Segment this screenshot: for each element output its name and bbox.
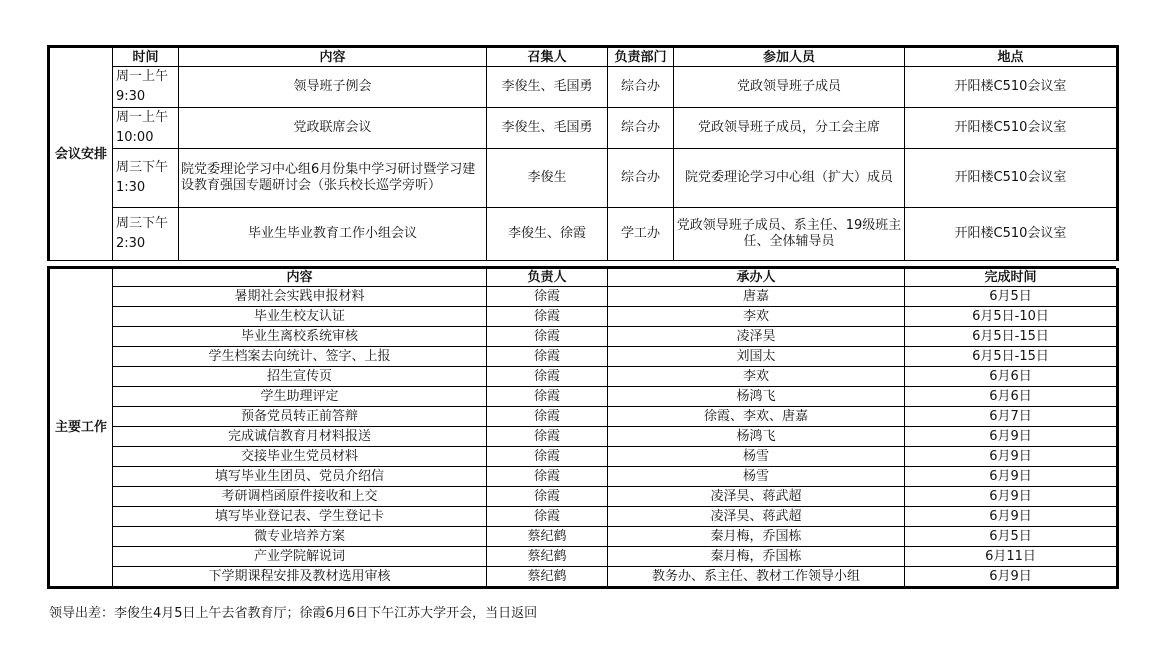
task-content: 学生助理评定 [113, 387, 487, 407]
task-due: 6月5日-10日 [905, 307, 1118, 327]
meeting-row [49, 108, 1118, 149]
task-handler: 凌泽昊、蒋武超 [608, 507, 905, 527]
meeting-convener: 李俊生 [487, 149, 608, 208]
task-owner: 徐霞 [487, 467, 608, 487]
task-handler: 秦月梅，乔国栋 [608, 547, 905, 567]
header-dept: 负责部门 [608, 47, 674, 67]
meeting-row [49, 67, 1118, 108]
task-handler: 杨雪 [608, 447, 905, 467]
task-handler: 李欢 [608, 367, 905, 387]
meeting-attendees: 党政领导班子成员、系主任、19级班主任、全体辅导员 [674, 208, 905, 261]
task-owner: 徐霞 [487, 367, 608, 387]
meeting-dept: 综合办 [608, 149, 674, 208]
table-row [49, 467, 1118, 487]
header-attendees: 参加人员 [674, 47, 905, 67]
task-owner: 徐霞 [487, 347, 608, 367]
task-owner: 徐霞 [487, 287, 608, 307]
meeting-time: 周三下午 2:30 [113, 208, 179, 261]
meeting-dept: 学工办 [608, 208, 674, 261]
task-due: 6月11日 [905, 547, 1118, 567]
footer-note: 领导出差：李俊生4月5日上午去省教育厅；徐霞6月6日下午江苏大学开会，当日返回 [49, 606, 538, 621]
task-handler: 凌泽昊、蒋武超 [608, 487, 905, 507]
task-due: 6月5日-15日 [905, 347, 1118, 367]
header-convener: 召集人 [487, 47, 608, 67]
task-handler: 李欢 [608, 307, 905, 327]
task-due: 6月9日 [905, 507, 1118, 527]
task-due: 6月9日 [905, 487, 1118, 507]
task-handler: 刘国太 [608, 347, 905, 367]
task-content: 考研调档函原件接收和上交 [113, 487, 487, 507]
meeting-time: 周一上午 10:00 [113, 108, 179, 149]
task-content: 毕业生校友认证 [113, 307, 487, 327]
task-content: 学生档案去向统计、签字、上报 [113, 347, 487, 367]
header-time: 时间 [113, 47, 179, 67]
meeting-attendees: 党政领导班子成员 [674, 67, 905, 108]
table-row [49, 507, 1118, 527]
task-due: 6月5日-15日 [905, 327, 1118, 347]
task-due: 6月5日 [905, 287, 1118, 307]
table-row [49, 367, 1118, 387]
task-due: 6月9日 [905, 447, 1118, 467]
task-owner: 蔡纪鹤 [487, 527, 608, 547]
task-content: 招生宣传页 [113, 367, 487, 387]
task-due: 6月6日 [905, 387, 1118, 407]
tasks-section-label: 主要工作 [49, 269, 113, 588]
task-handler: 杨鸿飞 [608, 427, 905, 447]
meeting-convener: 李俊生、毛国勇 [487, 67, 608, 108]
header-owner: 负责人 [487, 269, 608, 287]
task-handler: 凌泽昊 [608, 327, 905, 347]
meeting-row [49, 149, 1118, 208]
meeting-dept: 综合办 [608, 67, 674, 108]
table-row [49, 287, 1118, 307]
task-owner: 徐霞 [487, 407, 608, 427]
meeting-section-label: 会议安排 [49, 47, 113, 261]
task-due: 6月9日 [905, 567, 1118, 588]
meeting-schedule-table [47, 45, 1119, 261]
task-handler: 徐霞、李欢、唐嘉 [608, 407, 905, 427]
meeting-convener: 李俊生、毛国勇 [487, 108, 608, 149]
task-owner: 徐霞 [487, 327, 608, 347]
meeting-attendees: 党政领导班子成员，分工会主席 [674, 108, 905, 149]
meeting-time: 周一上午 9:30 [113, 67, 179, 108]
task-content: 填写毕业登记表、学生登记卡 [113, 507, 487, 527]
meeting-row [49, 208, 1118, 261]
task-content: 预备党员转正前答辩 [113, 407, 487, 427]
table-row [49, 567, 1118, 588]
task-handler: 杨雪 [608, 467, 905, 487]
task-owner: 蔡纪鹤 [487, 547, 608, 567]
task-owner: 徐霞 [487, 427, 608, 447]
task-content: 交接毕业生党员材料 [113, 447, 487, 467]
task-owner: 徐霞 [487, 507, 608, 527]
task-handler: 教务办、系主任、教材工作领导小组 [608, 567, 905, 588]
task-content: 填写毕业生团员、党员介绍信 [113, 467, 487, 487]
meeting-location: 开阳楼C510会议室 [905, 108, 1118, 149]
task-content: 产业学院解说词 [113, 547, 487, 567]
meeting-content: 领导班子例会 [179, 67, 487, 108]
header-content: 内容 [179, 47, 487, 67]
task-owner: 蔡纪鹤 [487, 567, 608, 588]
table-row [49, 487, 1118, 507]
task-owner: 徐霞 [487, 487, 608, 507]
table-row [49, 387, 1118, 407]
task-due: 6月7日 [905, 407, 1118, 427]
task-due: 6月9日 [905, 467, 1118, 487]
header-location: 地点 [905, 47, 1118, 67]
meeting-attendees: 院党委理论学习中心组（扩大）成员 [674, 149, 905, 208]
table-row [49, 407, 1118, 427]
header-task-content: 内容 [113, 269, 487, 287]
task-owner: 徐霞 [487, 307, 608, 327]
meeting-header-row [49, 47, 1118, 67]
meeting-content: 院党委理论学习中心组6月份集中学习研讨暨学习建设教育强国专题研讨会（张兵校长巡学旁听） [179, 149, 487, 208]
table-row [49, 347, 1118, 367]
meeting-location: 开阳楼C510会议室 [905, 208, 1118, 261]
meeting-location: 开阳楼C510会议室 [905, 67, 1118, 108]
meeting-convener: 李俊生、徐霞 [487, 208, 608, 261]
task-content: 完成诚信教育月材料报送 [113, 427, 487, 447]
task-content: 微专业培养方案 [113, 527, 487, 547]
table-row [49, 327, 1118, 347]
task-handler: 秦月梅，乔国栋 [608, 527, 905, 547]
task-content: 下学期课程安排及教材选用审核 [113, 567, 487, 588]
meeting-time: 周三下午 1:30 [113, 149, 179, 208]
meeting-content: 毕业生毕业教育工作小组会议 [179, 208, 487, 261]
meeting-dept: 综合办 [608, 108, 674, 149]
task-handler: 杨鸿飞 [608, 387, 905, 407]
header-due: 完成时间 [905, 269, 1118, 287]
task-handler: 唐嘉 [608, 287, 905, 307]
header-handler: 承办人 [608, 269, 905, 287]
table-row [49, 307, 1118, 327]
task-content: 暑期社会实践申报材料 [113, 287, 487, 307]
meeting-location: 开阳楼C510会议室 [905, 149, 1118, 208]
table-row [49, 447, 1118, 467]
meeting-content: 党政联席会议 [179, 108, 487, 149]
task-content: 毕业生离校系统审核 [113, 327, 487, 347]
task-owner: 徐霞 [487, 387, 608, 407]
task-owner: 徐霞 [487, 447, 608, 467]
table-row [49, 427, 1118, 447]
task-due: 6月5日 [905, 527, 1118, 547]
table-row [49, 547, 1118, 567]
tasks-header-row [49, 269, 1118, 287]
main-work-table [47, 268, 1119, 589]
table-row [49, 527, 1118, 547]
task-due: 6月6日 [905, 367, 1118, 387]
task-due: 6月9日 [905, 427, 1118, 447]
